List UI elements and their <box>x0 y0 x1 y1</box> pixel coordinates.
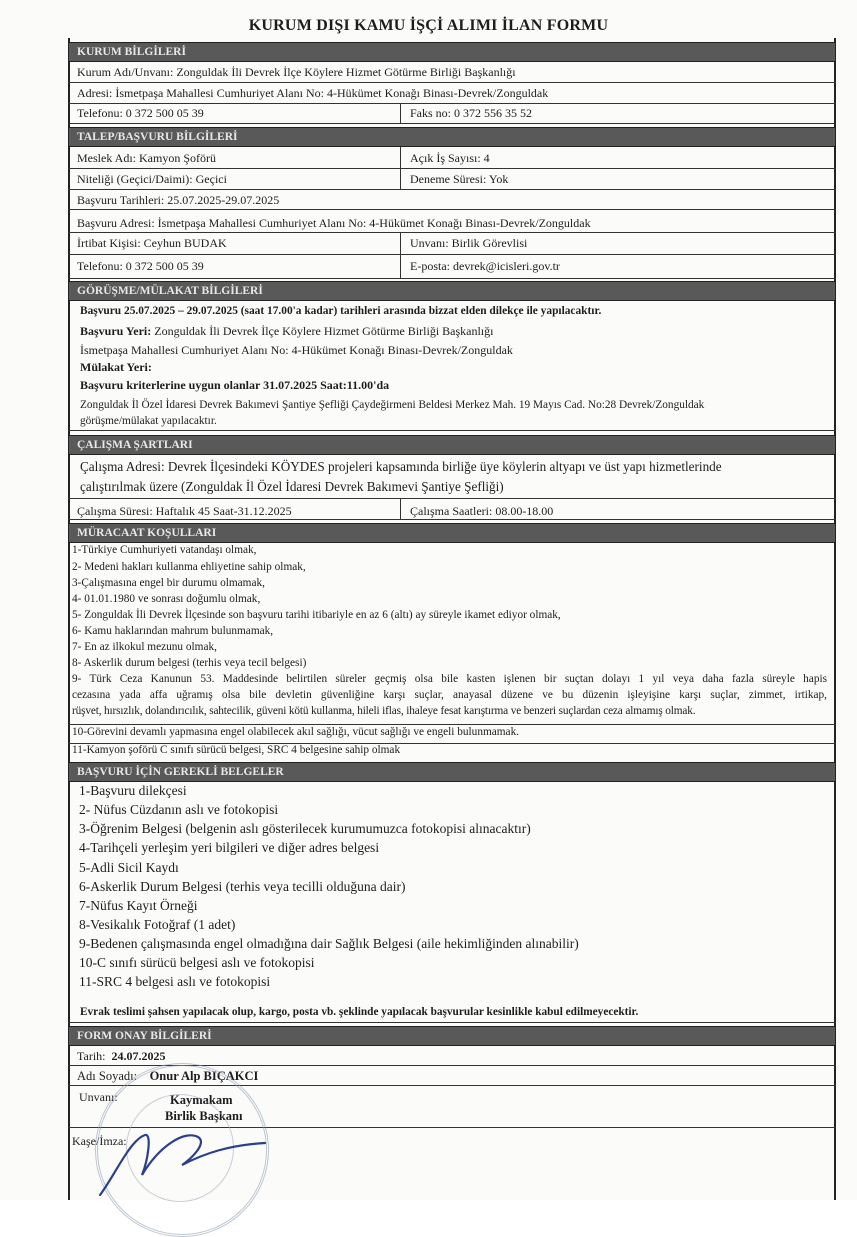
deneme-suresi: Deneme Süresi: Yok <box>400 169 836 189</box>
mulakat-kriter: Başvuru kriterlerine uygun olanlar 31.07.2025 Saat:11.00'da <box>80 378 390 392</box>
muracaat-item: 5- Zonguldak İli Devrek İlçesinde son başvuru tarihi itibariyle en az 6 (altı) ay süreyle ikamet ediyor olmak, <box>72 609 561 621</box>
muracaat-item: 7- En az ilkokul mezunu olmak, <box>72 641 217 653</box>
belge-item: 10-C sınıfı sürücü belgesi aslı ve fotokopisi <box>79 955 315 970</box>
gorusme-line1: Başvuru 25.07.2025 – 29.07.2025 (saat 17.00'a kadar) tarihleri arasında bizzat elden dilekçe ile yapılacaktır. <box>80 305 602 317</box>
belge-item: 9-Bedenen çalışmasında engel olmadığına dair Sağlık Belgesi (aile hekimliğinden alınabilir) <box>79 936 579 951</box>
muracaat-item: 2- Medeni hakları kullanma ehliyetine sahip olmak, <box>72 561 306 573</box>
section-kurum-header: KURUM BİLGİLERİ <box>68 42 836 62</box>
kurum-name-row <box>68 62 836 83</box>
kurum-address-row <box>68 83 836 104</box>
talep-iletisim-row <box>68 255 836 279</box>
section-calisma-header: ÇALIŞMA ŞARTLARI <box>68 435 836 455</box>
form-title: KURUM DIŞI KAMU İŞÇİ ALIMI İLAN FORMU <box>248 17 609 34</box>
section-belgeler-header: BAŞVURU İÇİN GEREKLİ BELGELER <box>68 762 836 782</box>
talep-tarih-row <box>68 190 836 210</box>
muracaat-item: 8- Askerlik durum belgesi (terhis veya tecil belgesi) <box>72 657 307 669</box>
basvuru-adresi: Başvuru Adresi: İsmetpaşa Mahallesi Cumhuriyet Alanı No: 4-Hükümet Konağı Binası-Devrek/Zonguldak <box>77 216 591 230</box>
belge-item: 8-Vesikalık Fotoğraf (1 adet) <box>79 917 236 932</box>
onay-unvan-value-1: Kaymakam <box>170 1093 233 1107</box>
calisma-sure-row <box>68 498 836 520</box>
talep-nitelik-row <box>68 169 836 190</box>
onay-kase-label: Kaşe/İmza: <box>72 1134 127 1148</box>
onay-unvan-value-2: Birlik Başkanı <box>165 1109 243 1123</box>
kurum-contact-row <box>68 104 836 124</box>
basvuru-tarihleri: Başvuru Tarihleri: 25.07.2025-29.07.2025 <box>77 193 280 207</box>
divider <box>68 1022 836 1023</box>
muracaat-item: 6- Kamu haklarından mahrum bulunmamak, <box>72 625 274 637</box>
meslek-adi: Meslek Adı: Kamyon Şoförü <box>77 151 216 165</box>
muracaat-item-9-line3: rüşvet, hırsızlık, dolandırıcılık, sahtecilik, güveni kötü kullanma, hileli iflas, ihaleye fesat karıştırma ve benzeri suçlardan ceza almamış olmak. <box>72 705 696 717</box>
talep-telefon: Telefonu: 0 372 500 05 39 <box>77 259 204 273</box>
mulakat-end: görüşme/mülakat yapılacaktır. <box>80 415 217 427</box>
belge-item: 6-Askerlik Durum Belgesi (terhis veya tecilli olduğuna dair) <box>79 879 406 894</box>
basvuru-yeri: Başvuru Yeri: Zonguldak İli Devrek İlçe Köylere Hizmet Götürme Birliği Başkanlığı <box>80 324 494 338</box>
irtibat-unvani: Unvanı: Birlik Görevlisi <box>400 233 836 254</box>
talep-meslek-row <box>68 147 836 169</box>
belge-item: 11-SRC 4 belgesi aslı ve fotokopisi <box>79 974 271 989</box>
belge-item: 5-Adli Sicil Kaydı <box>79 860 179 875</box>
section-gorusme-header: GÖRÜŞME/MÜLAKAT BİLGİLERİ <box>68 281 836 301</box>
onay-unvan-label: Unvanı: <box>79 1090 118 1104</box>
basvuru-yeri-address: İsmetpaşa Mahallesi Cumhuriyet Alanı No: 4-Hükümet Konağı Binası-Devrek/Zonguldak <box>80 343 513 357</box>
signature <box>90 1115 280 1200</box>
divider <box>68 430 836 431</box>
section-muracaat-header: MÜRACAAT KOŞULLARI <box>68 523 836 543</box>
belge-note: Evrak teslimi şahsen yapılacak olup, kargo, posta vb. şeklinde yapılacak başvurular kesinlikle kabul edilmeyecektir. <box>80 1006 639 1018</box>
mulakat-yeri-label: Mülakat Yeri: <box>80 360 152 374</box>
belge-item: 2- Nüfus Cüzdanın aslı ve fotokopisi <box>79 802 279 817</box>
belge-item: 7-Nüfus Kayıt Örneği <box>79 898 198 913</box>
calisma-adresi-2: çalıştırılmak üzere (Zonguldak İl Özel İdaresi Devrek Bakımevi Şantiye Şefliği) <box>80 479 504 494</box>
calisma-adresi-1: Çalışma Adresi: Devrek İlçesindeki KÖYDES projeleri kapsamında birliğe üye köylerin altyapı ve üst yapı hizmetlerinde <box>80 459 722 474</box>
kurum-address: Adresi: İsmetpaşa Mahallesi Cumhuriyet Alanı No: 4-Hükümet Konağı Binası-Devrek/Zonguldak <box>77 86 549 100</box>
irtibat-kisisi: İrtibat Kişisi: Ceyhun BUDAK <box>77 236 227 250</box>
muracaat-item: 1-Türkiye Cumhuriyeti vatandaşı olmak, <box>72 544 257 556</box>
muracaat-item-11: 11-Kamyon şoförü C sınıfı sürücü belgesi, SRC 4 belgesine sahip olmak <box>72 744 401 756</box>
belge-item: 1-Başvuru dilekçesi <box>79 783 187 798</box>
onay-adsoyad: Adı Soyadı: Onur Alp BIÇAKCI <box>77 1069 259 1083</box>
muracaat-item: 4- 01.01.1980 ve sonrası doğumlu olmak, <box>72 593 261 605</box>
kurum-fax: Faks no: 0 372 556 35 52 <box>400 104 836 123</box>
talep-eposta: E-posta: devrek@icisleri.gov.tr <box>400 255 836 278</box>
kurum-name: Kurum Adı/Unvanı: Zonguldak İli Devrek İlçe Köylere Hizmet Götürme Birliği Başkanlığı <box>77 65 516 79</box>
muracaat-item: 3-Çalışmasına engel bir durumu olmamak, <box>72 577 265 589</box>
mulakat-address: Zonguldak İl Özel İdaresi Devrek Bakımevi Şantiye Şefliği Çaydeğirmeni Beldesi Merkez Mah. 19 Mayıs Cad. No:28 Devrek/Zonguldak <box>80 399 705 411</box>
kurum-phone: Telefonu: 0 372 500 05 39 <box>77 106 204 120</box>
talep-adres-row <box>68 210 836 233</box>
niteligi: Niteliği (Geçici/Daimi): Geçici <box>77 172 227 186</box>
section-onay-header: FORM ONAY BİLGİLERİ <box>68 1026 836 1046</box>
talep-irtibat-row <box>68 233 836 255</box>
belge-item: 3-Öğrenim Belgesi (belgenin aslı gösterilecek kurumumuzca fotokopisi alınacaktır) <box>79 821 531 836</box>
muracaat-item-9-line2: cezasına yada affa uğramış olsa bile devletin güvenliğine karşı suçlar, anayasal düzene ve bu düzenin işleyişine karşı suçlar, zimmet, irtikap, <box>72 689 827 701</box>
calisma-saatleri: Çalışma Saatleri: 08.00-18.00 <box>400 499 836 519</box>
muracaat-item-9-line1: 9- Türk Ceza Kanunun 53. Maddesinde belirtilen süreler geçmiş olsa bile kasten işlenen bir suçtan dolayı 1 yıl veya daha fazla süreyle hapis <box>72 673 827 685</box>
acik-is-sayisi: Açık İş Sayısı: 4 <box>400 147 836 168</box>
belge-item: 4-Tarihçeli yerleşim yeri bilgileri ve diğer adres belgesi <box>79 840 380 855</box>
muracaat-item-10: 10-Görevini devamlı yapmasına engel olabilecek akıl sağlığı, vücut sağlığı ve engeli bulunmamak. <box>72 726 520 738</box>
onay-tarih: Tarih: 24.07.2025 <box>77 1049 166 1063</box>
divider <box>68 724 836 725</box>
section-talep-header: TALEP/BAŞVURU BİLGİLERİ <box>68 127 836 147</box>
calisma-suresi: Çalışma Süresi: Haftalık 45 Saat-31.12.2025 <box>77 504 292 518</box>
